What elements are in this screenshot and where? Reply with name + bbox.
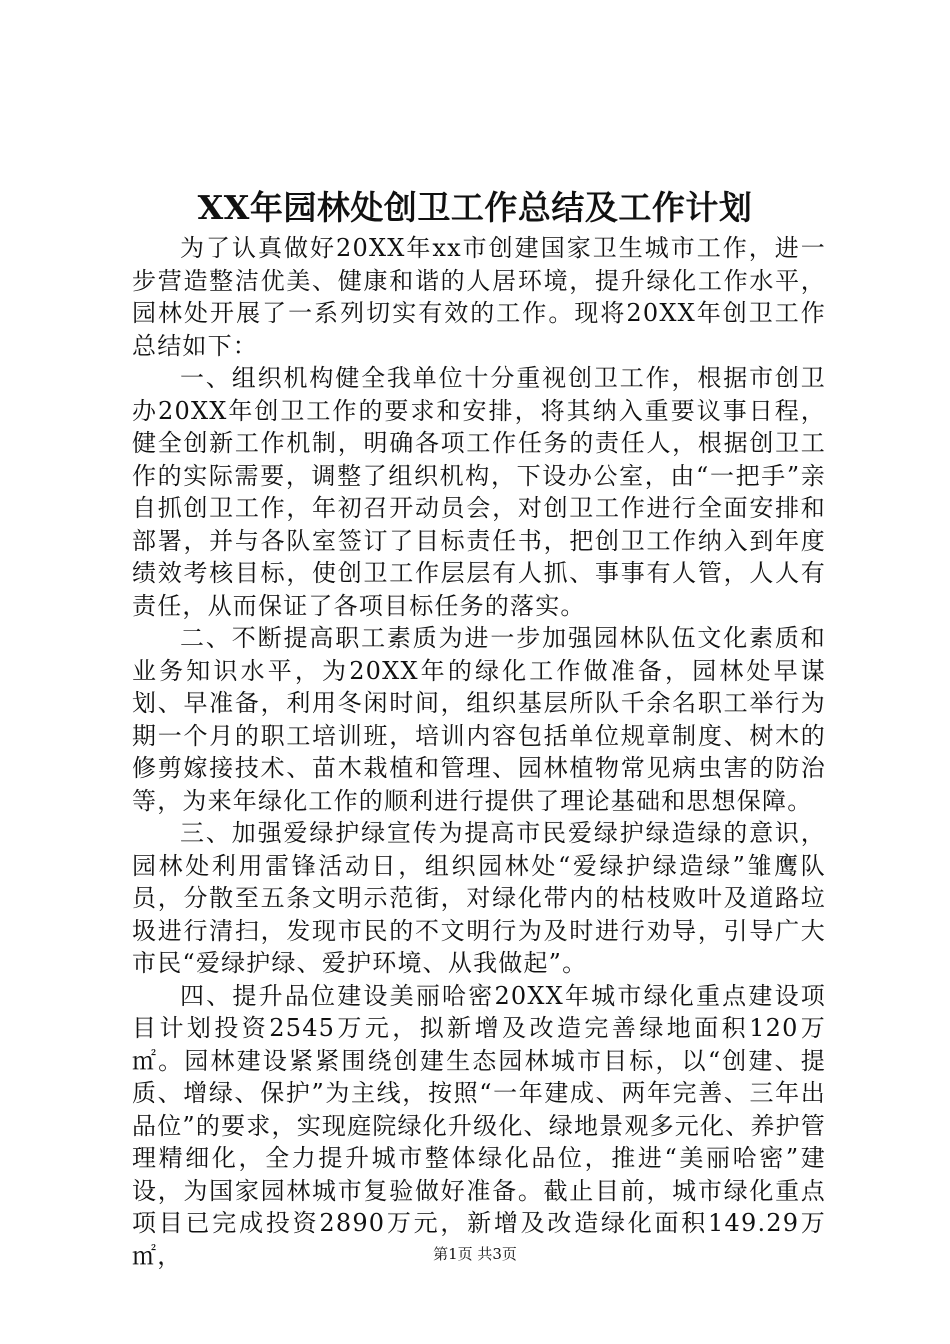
- document-body: [132, 232, 826, 1272]
- paragraph-section-1: 一、组织机构健全我单位十分重视创卫工作，根据市创卫办20XX年创卫工作的要求和安排，将其纳入重要议事日程，健全创新工作机制，明确各项工作任务的责任人，根据创卫工作的实际需要，调整了组织机构，下设办公室，由“一把手”亲自抓创卫工作，年初召开动员会，对创卫工作进行全面安排和部署，并与各队室签订了目标责任书，把创卫工作纳入到年度绩效考核目标，使创卫工作层层有人抓、事事有人管，人人有责任，从而保证了各项目标任务的落实。: [132, 364, 826, 620]
- paragraph-section-2: 二、不断提高职工素质为进一步加强园林队伍文化素质和业务知识水平，为20XX年的绿化工作做准备，园林处早谋划、早准备，利用冬闲时间，组织基层所队千余名职工举行为期一个月的职工培训班，培训内容包括单位规章制度、树木的修剪嫁接技术、苗木栽植和管理、园林植物常见病虫害的防治等，为来年绿化工作的顺利进行提供了理论基础和思想保障。: [132, 624, 826, 815]
- paragraph-section-3: 三、加强爱绿护绿宣传为提高市民爱绿护绿造绿的意识，园林处利用雷锋活动日，组织园林处“爱绿护绿造绿”雏鹰队员，分散至五条文明示范街，对绿化带内的枯枝败叶及道路垃圾进行清扫，发现市民的不文明行为及时进行劝导，引导广大市民“爱绿护绿、爱护环境、从我做起”。: [132, 819, 826, 977]
- document-title: XX年园林处创卫工作总结及工作计划: [197, 188, 753, 227]
- paragraph-section-4: 四、提升品位建设美丽哈密20XX年城市绿化重点建设项目计划投资2545万元，拟新增及改造完善绿地面积120万㎡。园林建设紧紧围绕创建生态园林城市目标，以“创建、提质、增绿、保护”为主线，按照“一年建成、两年完善、三年出品位”的要求，实现庭院绿化升级化、绿地景观多元化、养护管理精细化，全力提升城市整体绿化品位，推进“美丽哈密”建设，为国家园林城市复验做好准备。截止目前，城市绿化重点项目已完成投资2890万元，新增及改造绿化面积149.29万㎡，: [132, 981, 826, 1270]
- paragraph-intro: 为了认真做好20XX年xx市创建国家卫生城市工作，进一步营造整洁优美、健康和谐的人居环境，提升绿化工作水平，园林处开展了一系列切实有效的工作。现将20XX年创卫工作总结如下：: [132, 234, 826, 360]
- page-number-footer: 第1页 共3页: [433, 1245, 517, 1263]
